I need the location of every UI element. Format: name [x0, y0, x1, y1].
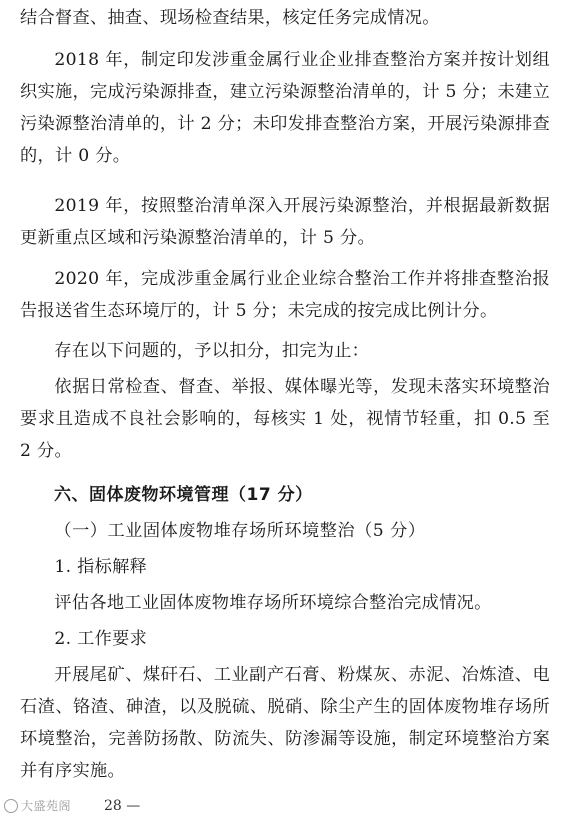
- watermark-text: 大盛苑阁: [21, 799, 72, 813]
- paragraph-2018: 2018 年，制定印发涉重金属行业企业排查整治方案并按计划组织实施，完成污染源排查，建立污染源整治清单的，计 5 分；未建立污染源整治清单的，计 2 分；未印发排查整治方案，开展污染源排查的，计 0 分。: [20, 50, 550, 166]
- paragraph-2020: 2020 年，完成涉重金属行业企业综合整治工作并将排查整治报告报送省生态环境厅的，计 5 分；未完成的按完成比例计分。: [20, 269, 550, 321]
- item1-heading: 1. 指标解释: [54, 557, 148, 577]
- watermark: [4, 794, 71, 818]
- item2-text: 开展尾矿、煤矸石、工业副产石膏、粉煤灰、赤泥、冶炼渣、电石渣、铬渣、砷渣，以及脱硫、脱硝、除尘产生的固体废物堆存场所环境整治，完善防扬散、防流失、防渗漏等设施，制定环境整治方案并有序实施。: [20, 665, 550, 781]
- item1-text: 评估各地工业固体废物堆存场所环境综合整治完成情况。: [54, 593, 492, 613]
- page-footer: [0, 794, 570, 818]
- paragraph-deduction-rule: 依据日常检查、督查、举报、媒体曝光等，发现未落实环境整治要求且造成不良社会影响的，每核实 1 处，视情节轻重，扣 0.5 至 2 分。: [20, 377, 550, 461]
- section-heading: 六、固体废物环境管理（17 分）: [54, 485, 313, 505]
- subsection-heading: （一）工业固体废物堆存场所环境整治（5 分）: [54, 521, 426, 541]
- watermark-logo-icon: [4, 799, 18, 813]
- paragraph-deduction-intro: 存在以下问题的，予以扣分，扣完为止：: [54, 341, 370, 361]
- page-number: 28 —: [104, 798, 141, 814]
- item2-heading: 2. 工作要求: [54, 629, 148, 649]
- paragraph-verification: 结合督查、抽查、现场检查结果，核定任务完成情况。: [20, 8, 440, 28]
- paragraph-2019: 2019 年，按照整治清单深入开展污染源整治，并根据最新数据更新重点区域和污染源整治清单的，计 5 分。: [20, 196, 550, 248]
